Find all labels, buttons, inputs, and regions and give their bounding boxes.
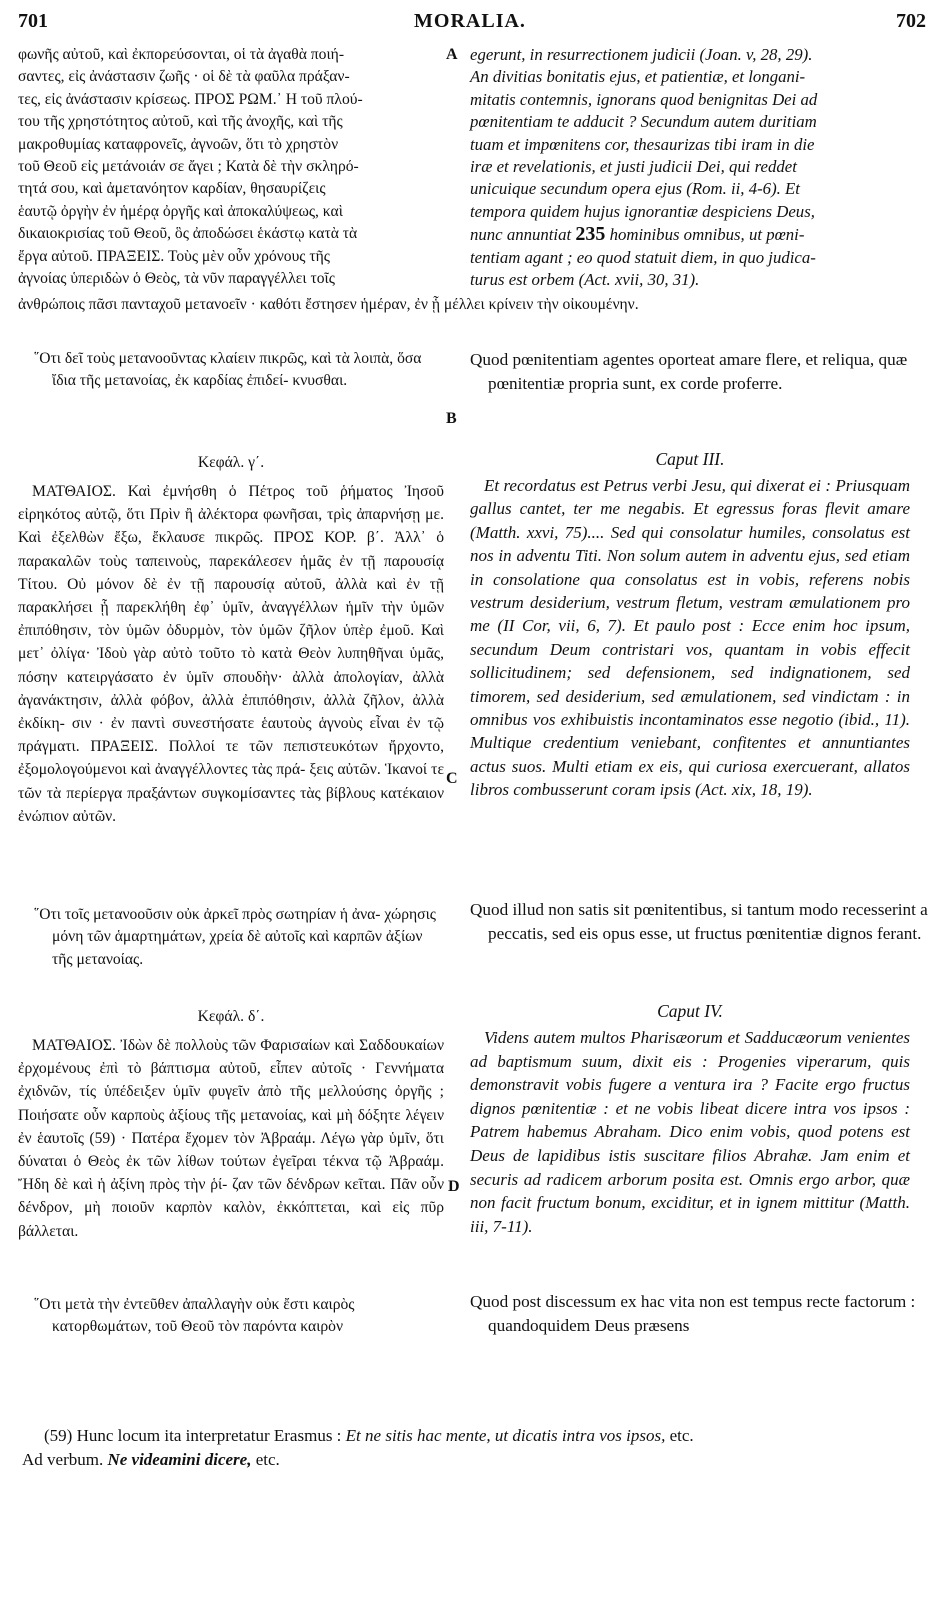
- greek-line: δικαιοκρισίας τοῦ Θεοῦ, ὃς ἀποδώσει ἑκάστῳ κατὰ τὰ: [18, 225, 358, 243]
- latin-line: tempora quidem hujus ignorantiæ despiciens Deus,: [470, 201, 815, 221]
- greek-line: ἀγνοίας ὑπεριδὼν ὁ Θεὸς, τὰ νῦν παραγγέλλει τοῖς: [18, 270, 335, 288]
- footnote-text: etc.: [251, 1450, 280, 1469]
- footnote-quote: Et ne sitis hac mente, ut dicatis intra vos ipsos,: [345, 1426, 666, 1445]
- margin-letter-d: D: [448, 1178, 460, 1195]
- footnote-text: (59) Hunc locum ita interpretatur Erasmus :: [44, 1426, 346, 1445]
- footnote-line: [22, 1448, 924, 1472]
- latin-line: iræ et revelationis, et justi judicii Dei, qui reddet: [470, 157, 797, 177]
- greek-chapter-4: Κεφάλ. δ΄.: [197, 1008, 265, 1025]
- latin-section-heading-5: Quod post discessum ex hac vita non est tempus recte factorum : quandoquidem Deus præsens: [470, 1292, 916, 1335]
- footnote-quote: Ne videamini dicere,: [107, 1450, 252, 1469]
- greek-line: σαντες, εἰς ἀνάστασιν ζωῆς · οἱ δὲ τὰ φαῦλα πράξαν-: [18, 68, 350, 86]
- greek-section-heading-5: ῞Οτι μετὰ τὴν ἐντεῦθεν ἀπαλλαγὴν οὐκ ἔστι καιρὸς κατορθωμάτων, τοῦ Θεοῦ τὸν παρόντα καιρὸν: [34, 1296, 355, 1336]
- latin-chapter-3: Caput III.: [655, 449, 725, 469]
- latin-line: turus est orbem (Act. xvii, 30, 31).: [470, 270, 700, 290]
- margin-letter-b: B: [446, 410, 457, 427]
- running-header: [14, 10, 926, 44]
- greek-line: τες, εἰς ἀνάστασιν κρίσεως. ΠΡΟΣ ΡΩΜ.᾿ Η τοῦ πλού-: [18, 90, 363, 108]
- footnote-text: etc.: [665, 1426, 694, 1445]
- margin-letter-c: C: [446, 770, 458, 787]
- latin-section-heading-3: Quod pœnitentiam agentes oporteat amare flere, et reliqua, quæ pœnitentiæ propria sunt, ex corde proferre.: [470, 350, 908, 393]
- greek-section-heading-4: ῞Οτι τοῖς μετανοοῦσιν οὐκ ἀρκεῖ πρὸς σωτηρίαν ἡ ἀνα- χώρησις μόνη τῶν ἁμαρτημάτων, χρεία δὲ αὐτοῖς καὶ καρπῶν ἀξίων τῆς μετανοίας.: [34, 906, 436, 968]
- greek-line: του τῆς χρηστότητος αὐτοῦ, καὶ τῆς ἀνοχῆς, καὶ τῆς: [18, 113, 343, 131]
- greek-line: μακροθυμίας καταφρονεῖς, ἀγνοῶν, ὅτι τὸ χρηστὸν: [18, 135, 339, 153]
- latin-text-3: Et recordatus est Petrus verbi Jesu, qui dixerat ei : Priusquam gallus cantet, ter me negabis. Et egressus foras flevit amare (Matth. xxvi, 75).... Sed qui consolatur humiles, consolatus est nos in adventu Titi. Non solum autem in adventu ejus, sed etiam in consolatione qua consolatus est in vobis, referens nobis vestrum desiderium, vestrum fletum, vestram æmulationem pro me (II Cor, vii, 6, 7). Et paulo post : Ecce enim hoc ipsum, secundum Deum contristari vos, quantam in vobis effecit sollicitudinem; sed defensionem, sed indignationem, sed timorem, sed desiderium, sed æmulationem, sed vindictam : in omnibus vos exhibuistis incontaminatos esse negotio (ibid., 11). Multique credentium veniebant, confitentes et annuntiantes actus suos. Multi etiam ex eis, qui curiosa exercuerant, allatos libros combusserunt coram ipsis (Act. xix, 18, 19).: [470, 476, 910, 800]
- latin-fragment: nunc annuntiat: [470, 225, 572, 245]
- latin-text-top: [470, 44, 910, 291]
- greek-line: φωνῆς αὐτοῦ, καὶ ἐκπορεύσονται, οἱ τὰ ἀγαθὰ ποιή-: [18, 46, 345, 63]
- footnote-text: Ad verbum.: [22, 1450, 108, 1469]
- latin-chapter-4: Caput IV.: [657, 1001, 723, 1021]
- greek-full-width-line: ἀνθρώποις πᾶσι πανταχοῦ μετανοεῖν · καθότι ἔστησεν ἡμέραν, ἐν ᾗ μέλλει κρίνειν τὴν οἰκουμένην.: [18, 296, 639, 313]
- latin-line: unicuique secundum opera ejus (Rom. ii, 4-6). Et: [470, 179, 800, 199]
- greek-line: τοῦ Θεοῦ εἰς μετάνοιάν σε ἄγει ; Κατὰ δὲ τὴν σκληρό-: [18, 158, 359, 176]
- greek-line: ἔργα αὐτοῦ. ΠΡΑΞΕΙΣ. Τοὺς μὲν οὖν χρόνους τῆς: [18, 247, 330, 265]
- footnote-59: [22, 1424, 924, 1472]
- margin-letter-a: A: [446, 46, 458, 63]
- latin-line: [470, 223, 910, 246]
- latin-text-4: Videns autem multos Pharisæorum et Sadducæorum venientes ad baptismum suum, dixit eis : Progenies viperarum, quis demonstravit vobis fugere a ventura ira ? Facite ergo fructus dignos pœnitentiæ : et ne vobis libeat dicere intra vos ipsos : Patrem habemus Abraham. Dico enim vobis, quod potens est Deus de lapidibus istis suscitare filios Abrahæ. Jam enim et securis ad radicem arborum posita est. Omnis ergo arbor, quæ non facit fructum bonum, exciditur, et in ignem mittitur (Matth. iii, 7-11).: [470, 1028, 910, 1236]
- page-number-left: 701: [18, 10, 48, 32]
- latin-fragment: hominibus omnibus, ut pœni-: [609, 225, 805, 245]
- latin-line: egerunt, in resurrectionem judicii (Joan. v, 28, 29).: [470, 45, 813, 64]
- greek-line: τητά σου, καὶ ἀμετανόητον καρδίαν, θησαυρίζεις: [18, 180, 326, 198]
- latin-section-heading-4: Quod illud non satis sit pœnitentibus, si tantum modo recesserint a peccatis, sed eis opus esse, ut fructus pœnitentiæ dignos ferant.: [470, 900, 928, 943]
- greek-text-4: ΜΑΤΘΑΙΟΣ. Ἰδὼν δὲ πολλοὺς τῶν Φαρισαίων καὶ Σαδδουκαίων ἐρχομένους ἐπὶ τὸ βάπτισμα αὐτοῦ, εἶπεν αὐτοῖς · Γεννήματα ἐχιδνῶν, τίς ὑπέδειξεν ὑμῖν φυγεῖν ἀπὸ τῆς μελλούσης ὀργῆς ; Ποιήσατε οὖν καρποὺς ἀξίους τῆς μετανοίας, καὶ μὴ δόξητε λέγειν ἐν ἑαυτοῖς (59) · Πατέρα ἔχομεν τὸν Ἀβραάμ. Λέγω γὰρ ὑμῖν, ὅτι δύναται ὁ Θεὸς ἐκ τῶν λίθων τούτων ἐγεῖραι τέκνα τῷ Ἀβραάμ. Ἤδη δὲ καὶ ἡ ἀξίνη πρὸς τὴν ῥί- ζαν τῶν δένδρων κεῖται. Πᾶν οὖν δένδρον, μὴ ποιοῦν καρπὸν καλὸν, ἐκκόπτεται, καὶ εἰς πῦρ βάλλεται.: [18, 1037, 444, 1240]
- latin-line: pœnitentiam te adducit ? Secundum autem duritiam: [470, 112, 817, 132]
- greek-section-heading-3: ῞Οτι δεῖ τοὺς μετανοοῦντας κλαίειν πικρῶς, καὶ τὰ λοιπὰ, ὅσα ἴδια τῆς μετανοίας, ἐκ καρδίας ἐπιδεί- κνυσθαι.: [34, 350, 422, 390]
- greek-text-top: [18, 44, 444, 290]
- page-number-right: 702: [896, 10, 926, 32]
- footnote-line: [44, 1424, 924, 1448]
- latin-line: tuam et impœnitens cor, thesaurizas tibi iram in die: [470, 134, 815, 154]
- latin-line: An divitias bonitatis ejus, et patientiæ, et longani-: [470, 67, 806, 87]
- running-title: MORALIA.: [414, 10, 526, 32]
- latin-line: tentiam agant ; eo quod statuit diem, in quo judica-: [470, 247, 816, 267]
- greek-text-3: ΜΑΤΘΑΙΟΣ. Καὶ ἐμνήσθη ὁ Πέτρος τοῦ ῥήματος Ἰησοῦ εἰρηκότος αὐτῷ, ὅτι Πρὶν ἢ ἀλέκτορα φωνῆσαι, τρὶς ἀπαρνήσῃ με. Καὶ ἐξελθὼν ἔξω, ἔκλαυσε πικρῶς. ΠΡΟΣ ΚΟΡ. β΄. Ἀλλ᾿ ὁ παρακαλῶν τοὺς ταπεινοὺς, παρεκάλεσεν ἡμᾶς ἐν τῇ παρουσίᾳ Τίτου. Οὐ μόνον δὲ ἐν τῇ παρουσίᾳ αὐτοῦ, ἀλλὰ καὶ ἐν τῇ παρακλήσει ᾗ παρεκλήθη ἐφ᾿ ὑμῖν, ἀναγγέλλων ἡμῖν τὴν ὑμῶν ἐπιπόθησιν, τὸν ὑμῶν ὀδυρμὸν, τὸν ὑμῶν ζῆλον ὑπὲρ ἐμοῦ. Καὶ μετ᾿ ὀλίγα· Ἰδοὺ γὰρ αὐτὸ τοῦτο τὸ κατὰ Θεὸν λυπηθῆναι ὑμᾶς, πόσην κατειργάσατο ἐν ὑμῖν σπουδὴν· ἀλλὰ ἀπολογίαν, ἀλλὰ ἀγανάκτησιν, ἀλλὰ φόβον, ἀλλὰ ἐπιπόθησιν, ἀλλὰ ζῆλον, ἀλλὰ ἐκδίκη- σιν · ἐν παντὶ συνεστήσατε ἑαυτοὺς ἁγνοὺς εἶναι ἐν τῷ πράγματι. ΠΡΑΞΕΙΣ. Πολλοί τε τῶν πεπιστευκότων ἤρχοντο, ἐξομολογούμενοι καὶ ἀναγγέλλοντες τὰς πρά- ξεις αὐτῶν. Ἱκανοί τε τῶν τὰ περίεργα πραξάντων συγκομίσαντες τὰς βίβλους κατέκαιον ἐνώπιον αὐτῶν.: [18, 483, 444, 825]
- latin-line: mitatis contemnis, ignorans quod benignitas Dei ad: [470, 89, 818, 109]
- greek-line: ἑαυτῷ ὀργὴν ἐν ἡμέρᾳ ὀργῆς καὶ ἀποκαλύψεως, καὶ: [18, 202, 343, 220]
- greek-chapter-3: Κεφάλ. γ΄.: [197, 454, 265, 471]
- marginal-page-number: 235: [575, 223, 606, 246]
